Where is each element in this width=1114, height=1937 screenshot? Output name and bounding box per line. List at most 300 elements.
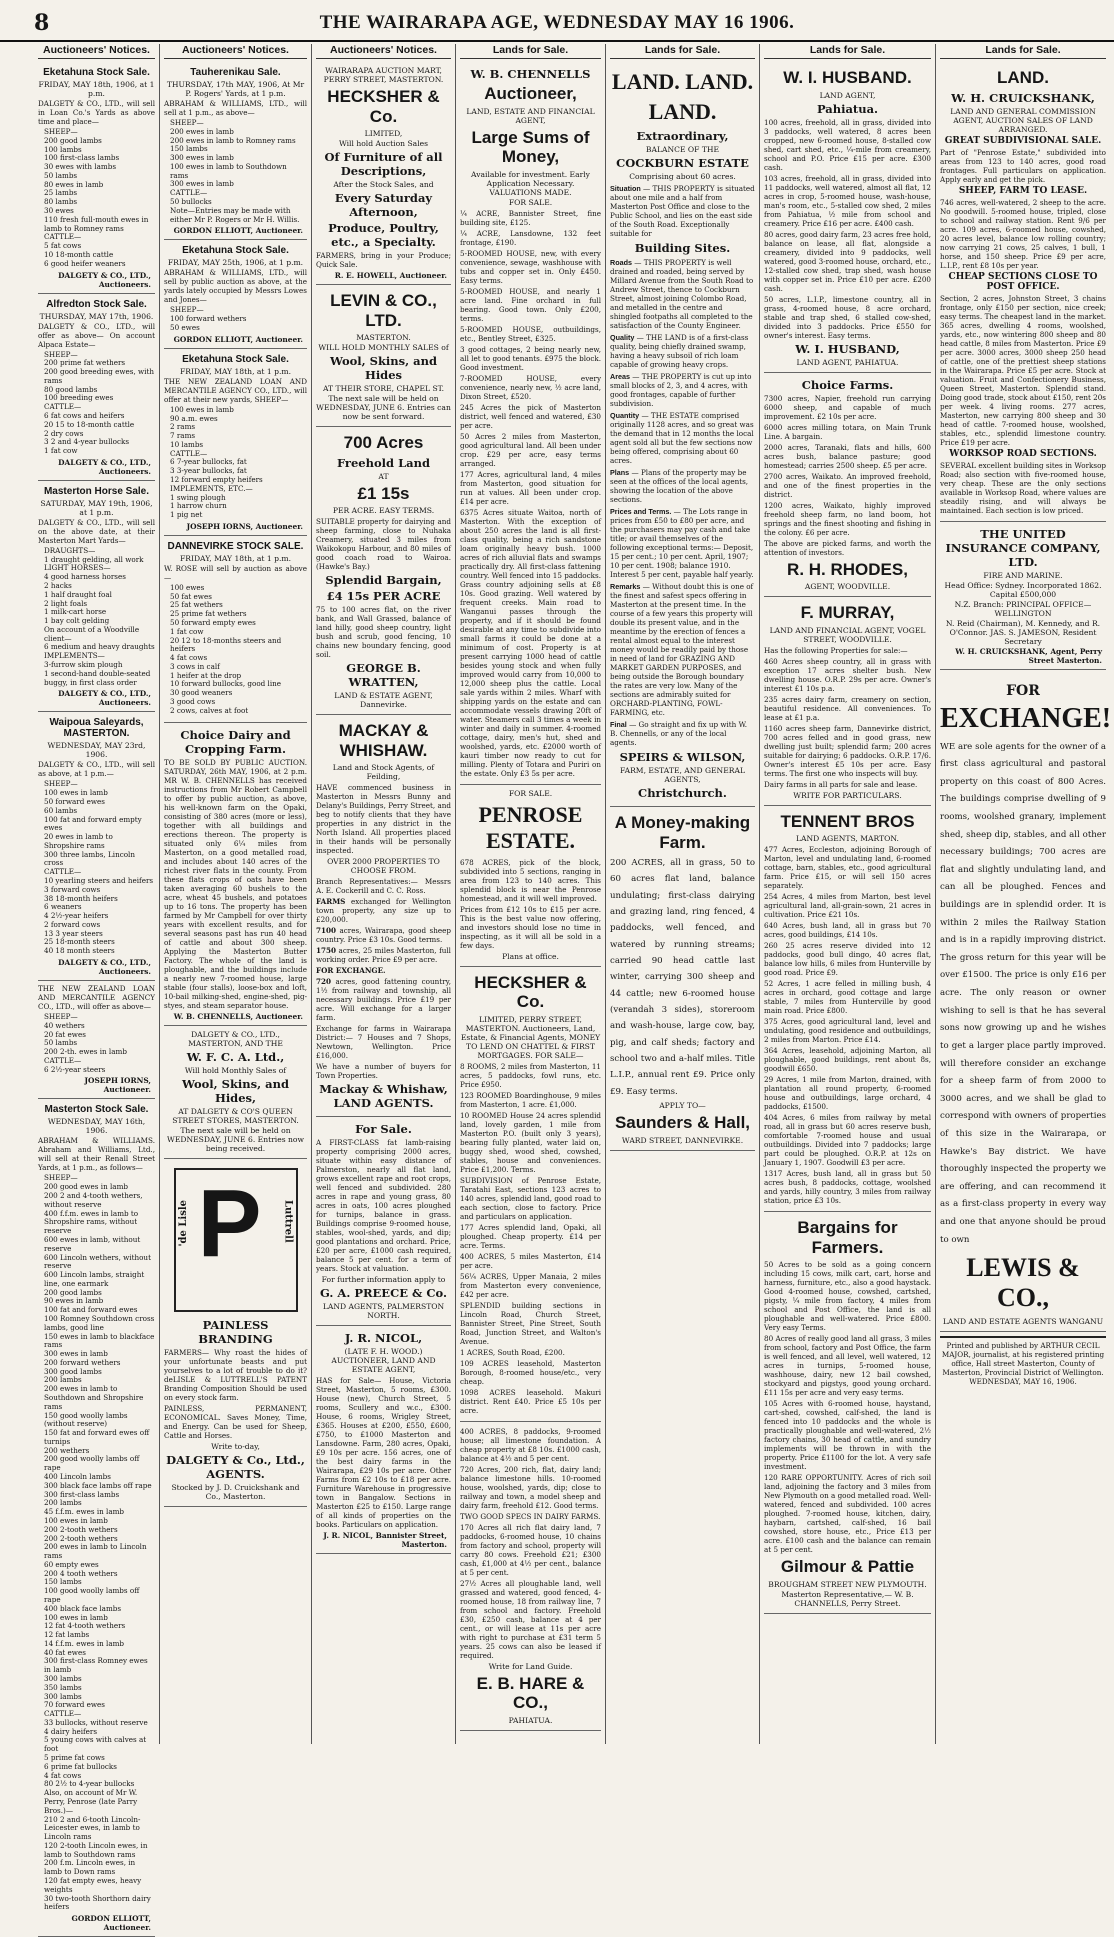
ad-title: Choice Farms. [801,377,894,392]
ad-text: PER ACRE. EASY TERMS. [332,506,435,516]
ad-title: 700 Acres [343,433,424,453]
ad-signature: DALGETY & CO., LTD., Auctioneers. [58,958,151,976]
ad-text: A FIRST-CLASS fat lamb-raising property comprising 2000 acres, situate within easy distance of Palmerston, nearly all flat land, grows excellent rape and root crops, well fenced and subdivided. 280 acres in rape and young grass, 80 acres in oats, 100 acres ploughed for turnips, balance in grass. Buildings comprise 9-roomed house, stables, wool-shed, yards, and dip; good plantations and orchard. Price, £20 per acre, £1000 cash required, balance 5 per cent. for a term of years. Stock at valuation. [316,1138,451,1274]
ad-title: EXCHANGE! [940,702,1112,734]
listing-item: 3 good cottages, 2 being nearly new, all let to good tenants. £975 the block. Good investment. [460,344,601,372]
areas-section: Areas — THE PROPERTY is cut up into small blocks of 2, 3, and 4 acres, with good frontages, capable of further subdivision. [610,372,752,408]
stock-item: 100 forward wethers [170,314,247,324]
section-text: Plans of the property may be seen at the offices of the local agents, showing the location of the above sections. [610,468,749,504]
ad-text: TO BE SOLD BY PUBLIC AUCTION. SATURDAY, 26th MAY, 1906, at 2 p.m. MR W. B. CHENNELLS has received instructions from Mr Robert Campbell to offer by public auction, as above, his well-known farm on the Opaki, consisting of 380 acres (more or less), together with all buildings and erections thereon. The property is situated only 6¼ miles from Masterton, on a good metalled road, and includes about 140 acres of the richest river flats in the county. From these flats crops of oats have been taken averaging 60 bushels to the acre, wheat 45 bushels, and potatoes up to 16 tons. The property has been farmed by Mr Campbell for over thirty years with excellent results, and for several seasons past has run 40 head of cattle and about 300 sheep. Applying the Masterton Butter Factory. The whole of the land is ploughable, and the buildings include a nearly new 7-roomed house, large stable (four stalls), loose-box and loft, 10-bail milking-shed, engine-shed, pig-styes, and steam separator house. [164,757,307,1010]
stock-item: SHEEP— [44,1173,78,1183]
stock-item: 50 ewes [170,322,200,332]
stock-item: 40 fat ewes [44,1647,86,1657]
stock-item: 5 young cows with calves at foot [44,1735,147,1754]
column-header: Auctioneers' Notices. [164,44,307,59]
stock-item: CATTLE— [44,232,82,242]
stock-item: 38 18-month heifers [44,893,118,903]
stock-item: 50 bullocks [170,197,212,207]
ad-title: A Money-making Farm. [614,813,751,852]
ad-title: LEVIN & CO., LTD. [330,291,437,330]
ad-text: WARD STREET, DANNEVIRKE. [621,1135,744,1145]
stock-list [44,780,155,956]
stock-item: SHEEP— [170,305,204,315]
stock-item: SHEEP— [44,1012,78,1021]
stock-list [44,547,155,688]
listing-number: 720 [316,977,332,987]
ad-title: HECKSHER & Co. [327,87,440,126]
stock-item: 100 fat and forward empty ewes [44,814,142,833]
ad-title: Eketahuna Stock Sale. [182,245,289,257]
ad-text: APPLY TO— [659,1101,706,1111]
ad-text: LAND & ESTATE AGENT, Dannevirke. [334,691,433,710]
ad-signature: Mackay & Whishaw, LAND AGENTS. [319,1082,448,1111]
ad-title: Waipoua Saleyards, MASTERTON. [49,717,144,740]
listing-item [316,1024,451,1060]
ad-text: ABRAHAM & WILLIAMS. Abraham and Williams, Ltd., will sell at their Renall Street Yards, at 1 p.m., as follows— [38,1136,155,1173]
ad-text: Branch Representatives:— Messrs A. E. Cockerill and C. C. Ross. [316,877,451,896]
stock-item: SHEEP— [44,349,78,359]
stock-item: 200 ewes in lamb to Lincoln rams [44,1542,147,1561]
stock-item: 100 good woolly lambs off rape [44,1586,140,1604]
stock-item: 200 2-th. ewes in lamb [44,1047,127,1057]
column-header: Lands for Sale. [940,44,1106,59]
ad-title: Large Sums of Money, [471,127,590,167]
stock-item: 6 medium and heavy draughts [44,642,155,652]
hecksher-land-ad [460,967,601,1422]
insurance-ad [940,522,1106,670]
section-label: Quality [610,333,635,342]
ad-title: LAND. LAND. [611,69,754,94]
listing-number: 7100 [316,926,337,936]
ad-text: FOR SALE. [508,197,553,207]
listing-item: 120 RARE OPPORTUNITY. Acres of rich soil land, adjoining the factory and 3 miles from New Plymouth on a good metalled road. Well-watered, fenced and subdivided. 100 acres ploughed. 7-roomed house, kitchen, dairy, haybarn, cartshed, calf-shed, 16 bail cowshed, store house, etc., Price £13 per acre. £100 cash and the balance can remain at 5 per cent. [764,1473,931,1555]
ad-signature: GORDON ELLIOTT, Auctioneer. [173,226,303,236]
stock-item: On account of a Woodville client— [44,624,140,643]
stock-item: 1 fat cow [44,446,78,456]
section-text: Without doubt this is one of the finest and safest specs offering in Masterton at the present time. In the course of a few years this property will double its present value, and in the meantime by the erection of fences a rental almost equal to the interest money would be readily paid by those in need of land for GRAZING AND MARKET GARDEN PURPOSES, and being outside the Borough boundary the rates are very low. Many of the sections are admirably suited for ORCHARD-PLANTING, FOWL-FARMING, etc. [610,582,754,717]
stock-item: 3 good cows [170,697,216,707]
stock-item: 5 fat cows [44,241,82,251]
stock-item: 1 bay colt gelding [44,616,110,626]
section-label: Situation [610,184,641,193]
ad-text: Stocked by J. D. Cruickshank and Co., Masterton. [171,1482,300,1501]
cockburn-ad [610,62,755,807]
column-header: Lands for Sale. [460,44,601,59]
ad-title: Pahiatua. [816,101,879,116]
ad-date: THURSDAY, 17th MAY, 1906, At Mr P. Rogers' Yards, at 1 p.m. [166,80,305,98]
ad-text: DALGETY & CO., LTD., will sell in Loan Co.'s Yards as above time and place— [38,99,155,126]
stock-sale-ad [164,62,307,240]
ad-text: ABRAHAM & WILLIAMS, LTD., will sell by public auction as above, at the yards lately occupied by Messrs Lowes and Jones— [164,268,307,305]
ad-title: Extraordinary, [636,129,729,143]
ad-text: ABRAHAM & WILLIAMS, LTD., will sell at 1 p.m., as above— [164,99,307,117]
cruickshank-ad [940,62,1106,522]
logo-right-text: Luttrell [282,1199,294,1243]
stock-item: 20 fat ewes [44,1029,86,1039]
quantity-section: Quantity — THE ESTATE comprised originally 1128 acres, and so great was the demand that in 12 months the local agent sold all but the few sections now being offered, comprising about 60 acres. [610,411,754,465]
section-label: Final [610,720,627,729]
ad-text: Write for Land Guide. [488,1661,573,1671]
stock-item: 4 fat cows [44,1770,82,1780]
ad-signature: GORDON ELLIOTT, Auctioneer. [71,1914,151,1933]
stock-item: 50 forward empty ewes [170,618,256,627]
ad-text: LAND AND FINANCIAL AGENT, VOGEL STREET, WOODVILLE. [769,625,926,644]
stock-item: SHEEP— [170,118,204,127]
stock-sale-ad [38,981,155,1099]
stock-item: 300 first-class lambs [44,1489,120,1499]
stock-sale-ad [164,349,307,536]
stock-item: 2 hacks [44,581,72,590]
listing-item: 103 acres, freehold, all in grass, divided into 11 paddocks, well watered, almost all flat, 12 acres in crop, 5-roomed house, wash-house, man's room, etc., 5-stalled cow shed, 2 miles from Pahiatua, ½ mile from school and creamery. Price £16 per acre. £400 cash. [764,173,931,228]
column-2 [160,44,312,1744]
stock-item: 300 lambs [44,1674,82,1683]
stock-item: CATTLE— [44,1055,82,1065]
stock-list [44,128,155,269]
stock-sale-ad [164,536,307,723]
stock-item: 70 forward ewes [44,1700,105,1710]
listing-text: acres, good fattening country, 1½ from railway and township, all necessary buildings. Price £19 per acre. Will exchange for a larger farm. [316,977,451,1023]
stock-item: 50 lambs [44,1038,78,1048]
section-text: Go straight and fix up with W. B. Chennells, or any of the local agents. [610,720,748,747]
stock-item: 2 rams [170,422,196,432]
husband-ad [764,62,931,373]
column-header: Lands for Sale. [610,44,755,59]
listing-item: 404 Acres, 6 miles from railway by metal road, all in grass but 60 acres reserve bush, comfortable 7-roomed house and usual outbuildings. Divided into 7 paddocks; large part could be ploughed. O.R.P. at 12s on January 1, 1907. Goodwill £3 per acre. [764,1113,931,1168]
stock-list [170,406,307,520]
stock-item: 100 breeding ewes [44,393,114,403]
ad-text: Available for investment. Early Application Necessary. VALUATIONS MADE. [471,169,590,197]
ad-title: SPEIRS & WILSON, [619,750,746,764]
ad-text: Plans at office. [502,951,559,961]
ad-text: W. ROSE will sell by auction as above— [164,563,307,582]
stock-item: 12 fat 4-tooth wethers [44,1621,126,1631]
ad-title: R. H. RHODES, [787,559,908,579]
choice-farm-ad [164,723,307,1026]
section-text: THE PROPERTY is cut up into small blocks of 2, 3, and 4 acres, with good frontages, capable of further subdivision. [610,372,752,408]
stock-item: 100 first-class lambs [44,153,120,163]
listing-item: 375 Acres, good agricultural land, level and undulating, good residence and outbuildings, 2 miles from Marton. Price £14. [764,1017,931,1045]
stock-item: 200 2-tooth wethers [44,1524,118,1534]
listing-item: 477 Acres, Eccleston, adjoining Borough of Marton, level and undulating land, 6-roomed cottage, barn, stables, etc., good agricultural farm. Price £15, or will sell 150 acres separately. [764,845,931,891]
stock-item: Note—Entries may be made with either Mr P. Rogers or Mr H. Willis. [170,205,300,224]
stock-item: 400 f.f.m. ewes in lamb to Shropshire rams, without reserve [44,1208,139,1236]
newspaper-title: THE WAIRARAPA AGE, WEDNESDAY MAY 16 1906. [319,12,795,33]
ad-title: HECKSHER & Co. [474,972,587,1012]
price: £4 15s PER ACRE [326,589,441,604]
stock-item: 300 lambs [44,1691,82,1701]
stock-item: 1 heifer at the drop [170,670,242,680]
stock-list [170,119,307,224]
ad-title: Auctioneer, [484,84,577,103]
listing-item: 29 Acres, 1 mile from Marton, drained, with plantation all round property, 6-roomed house and outbuildings, large orchard, 4 paddocks, £1500. [764,1075,931,1112]
column-header: Lands for Sale. [764,44,931,59]
ad-signature: J. R. NICOL, Bannister Street, Masterton. [323,1531,447,1550]
ad-title: Eketahuna Stock Sale. [182,353,289,365]
stock-item: 3 2 and 4-year bullocks [44,437,130,447]
listing-item: 2700 acres, Waikato. An improved freehold, and one of the finest properties in the district. [764,471,931,499]
listing-item: 50 Acres 2 miles from Masterton, good agricultural land. All been under crop. £29 per acre, easy terms arranged. [460,431,601,468]
ad-title: W. F. C. A. Ltd., [186,1049,285,1064]
stock-item: 100 ewes in lamb [44,788,108,798]
remarks-section: Remarks — Without doubt this is one of the finest and safest specs offering in Masterton at the present time. In the course of a few years this property will double its present value, and in the meantime by the erection of fences a rental almost equal to the interest money would be readily paid by those in need of land for GRAZING AND MARKET GARDEN PURPOSES, and being outside the Borough boundary the rates are very low. Many of the sections are admirably suited for ORCHARD-PLANTING, FOWL-FARMING, etc. [610,582,754,717]
column-3 [312,44,456,1744]
ad-text: The above are picked farms, and worth the attention of investors. [764,538,931,557]
ad-date: SATURDAY, MAY 19th, 1906, at 1 p.m. [40,498,153,517]
listing-item: 100 acres, freehold, all in grass, divided into 3 paddocks, well watered, 8 acres been cropped, new 6-roomed house, 8-stalled cow shed, cart shed, etc., ¼-mile from creamery, school and P.O. Price £15 per acre. £300 cash. [764,117,931,172]
stock-item: 30 good weaners [170,688,233,698]
ad-text: LIMITED, PERRY STREET, MASTERTON. Auctioneers, Land, Estate, & Financial Agents, MONEY TO LEND ON CHATTEL & FIRST MORTGAGES. FOR SALE— [460,1014,601,1060]
stock-item: 300 first-class Romney ewes in lamb [44,1656,148,1675]
stock-list [44,1013,155,1074]
ad-text: Land and Stock Agents, of Feilding, [332,763,435,782]
ad-signature: W. B. CHENNELLS, Auctioneer. [173,1011,303,1021]
column-7 [936,44,1110,1744]
ad-title: THE UNITED INSURANCE COMPANY, LTD. [945,526,1101,569]
stock-item: 50 lambs [44,170,78,180]
ad-text: FOR SALE. [508,788,553,798]
ad-text: After the Stock Sales, and [333,180,434,190]
chennells-ad [460,62,601,785]
ad-title: Choice Dairy and Cropping Farm. [180,727,291,756]
stock-item: 200 ewes in lamb to Southdown and Shropshire rams [44,1384,144,1411]
situation-section: Situation — THIS PROPERTY is situated about one mile and a half from Masterton Post Office and close to the Public School, and lies on the east side of the South Road. Exceptionally suitable for [610,184,755,238]
section-text: THIS PROPERTY is well drained and roaded, being served by Millard Avenue from the South Road to Andrew Street, thence to Cockburn Street, almost joining Colombo Road, and metalled in the centre and shingled footpaths all completed to the satisfaction of the County Engineer. [610,258,754,330]
column-6 [760,44,936,1744]
ad-signature: R. E. HOWELL, Auctioneer. [334,271,447,281]
stock-item: 150 fat and forward ewes off turnips [44,1428,150,1446]
listing-item: 720 Acres, 200 rich, flat, dairy land; balance limestone hills. 10-roomed house, woolshed, yards, dip; close to railway and town, a model sheep and dairy farm, freehold £12. Good terms. [460,1464,601,1510]
ad-text: LAND AND ESTATE AGENTS WANGANU [942,1317,1104,1327]
listing-item: 245 Acres the pick of Masterton district, well fenced and watered, £30 per acre. [460,402,601,430]
ad-signature: GORDON ELLIOTT, Auctioneer. [173,334,303,344]
listing-item: 640 Acres, bush land, all in grass but 70 acres, good buildings, £14 10s. [764,921,931,940]
section-text: THIS PROPERTY is situated about one mile and a half from Masterton Post Office and close to the Public School, and lies on the east side of the South Road. Exceptionally suitable for [610,184,755,238]
tennent-ad [764,806,931,1213]
stock-item: 6 fat cows and heifers [44,410,125,420]
stock-item: 120 fat empty ewes, heavy weights [44,1875,142,1894]
stock-item: 300 three lambs, Lincoln cross [44,849,135,868]
stock-item: 20 ewes in lamb to Shropshire rams [44,832,113,850]
stock-item: 100 Romney Southdown cross lambs, good line [44,1313,155,1332]
stock-item: 6 prime fat bullocks [44,1761,117,1771]
ad-text: The next sale will be held on WEDNESDAY, JUNE 6. Entries can now be sent forward. [316,394,451,422]
listing-item: 364 Acres, leasehold, adjoining Marton, all ploughable, good buildings, rent about 8s, goodwill £650. [764,1046,931,1074]
stock-item: 14 f.f.m. ewes in lamb [44,1638,125,1648]
ad-text: Write to-day, [211,1441,260,1451]
listing-item: 1098 ACRES leasehold. Makuri district. Rent £40. Price £5 10s per acre. [460,1387,601,1415]
column-header: Auctioneers' Notices. [316,44,451,59]
ad-title: Freehold Land [336,455,431,470]
ad-text: DALGETY & CO., LTD., MASTERTON, AND THE [188,1029,283,1048]
listing-item: SUBDIVISION of Penrose Estate, Taratahi East, sections 123 acres to 140 acres, splendid land, good road to each section, close to factory. Price and particulars on application. [460,1175,601,1221]
stock-item: 90 a.m. ewes [170,413,218,423]
stock-item: 40 18 month steers [44,946,115,956]
imprint: Printed and published by ARTHUR CECIL MAJOR, journalist, at his registered printing office, Hall street Masterton, County of Masterton, Provincial District of Wellington. WEDNESDAY, MAY 16, 1906. [940,1336,1106,1386]
ad-title: G. A. PREECE & Co. [319,1286,448,1301]
ad-text: LAND AGENT, PAHIATUA. [796,357,899,367]
ad-title: CHEAP SECTIONS CLOSE TO POST OFFICE. [948,271,1098,292]
ad-title: MACKAY & WHISHAW. [338,721,429,760]
stock-item: 300 ewes in lamb [170,179,234,189]
quality-section: Quality — THE LAND is of a first-class quality, being chiefly drained swamp, having a heavy subsoil of rich loam capable of growing heavy crops. [610,333,749,369]
stock-item: 3 3-year bullocks, fat [170,466,247,476]
stock-item: 600 Lincoln wethers, without reserve [44,1252,151,1271]
ad-text: LAND, ESTATE AND FINANCIAL AGENT, [466,106,595,125]
stock-item: 1 fat cow [170,626,204,636]
stock-item: 1 half draught foal [44,589,112,599]
ad-title: Masterton Stock Sale. [44,1104,149,1116]
stock-list [170,584,307,716]
ad-text: FARMERS, bring in your Produce; Quick Sale. [316,251,451,270]
ad-signature: JOSEPH IORNS, Auctioneer. [84,1076,151,1095]
stock-item: 60 empty ewes [44,1559,99,1569]
stock-item: 3-furrow skim plough [44,660,123,670]
listing-item: 7-ROOMED HOUSE, every convenience, nearly new, ½ acre land, Dixon Street, £520. [460,373,601,401]
ad-text: FARM, ESTATE, AND GENERAL AGENTS, [620,766,745,784]
listing-item: TWO GOOD SPECS IN DAIRY FARMS. [460,1511,601,1521]
exchange-ad [940,670,1112,1333]
roads-section: Roads — THIS PROPERTY is well drained and roaded, being served by Millard Avenue from the South Road to Andrew Street, thence to Cockburn Street, almost joining Colombo Road, and metalled in the centre and shingled footpaths all completed to the satisfaction of the County Engineer. [610,258,754,330]
listing-item: ¼ ACRE, Lansdowne, 132 feet frontage, £190. [460,228,601,247]
stock-item: SHEEP— [44,779,78,789]
listing-item [316,897,451,924]
listing-item: 123 ROOMED Boardinghouse, 9 miles from Masterton, 1 acre. £1,000. [460,1090,601,1109]
stock-sale-ad [38,712,155,981]
section-label: Quantity [610,411,640,420]
stock-sale-ad [38,1099,155,1937]
stock-item: 200 good lambs [44,135,102,145]
stock-item: 200 lambs [44,1498,82,1508]
logo-letter: P [197,1169,262,1277]
stock-item: 40 wethers [44,1020,85,1030]
stock-item: DRAUGHTS— [44,545,96,555]
ad-title: Wool, Skins, and Hides, [181,1076,290,1105]
hare-ad [460,1422,601,1731]
stock-item: 10 forward bullocks, good line [170,679,282,689]
listing-item: 254 Acres, 4 miles from Marton, best level agricultural land, all-grain-sown, 21 acres in cultivation. Price £21 10s. [764,892,931,920]
listing-item: 460 Acres sheep country, all in grass with exception 17 acres shelter bush. New dwelling house. O.R.P. 29s per acre. Owner's interest £1 10s p.a. [764,656,931,693]
page-number: 8 [34,10,50,36]
stock-item: 100 fat and forward ewes [44,1305,138,1315]
stock-item: CATTLE— [170,448,208,458]
ad-text: BALANCE OF THE [645,145,720,154]
stock-item: 12 forward empty heifers [170,474,263,484]
ad-text: SUITABLE property for dairying and sheep farming, close to Nuhaka Creamery, situated 3 miles from Waikokopu Harbour, and 80 miles of good coach road to Wairoa. (Hawke's Bay.) [316,517,451,572]
ad-text: (LATE F. H. WOOD.) AUCTIONEER, LAND AND ESTATE AGENT, [331,1347,436,1375]
ad-title: J. R. NICOL, [344,1331,423,1346]
listing-item: 56¼ ACRES, Upper Manaia, 2 miles from Masterton every convenience, £42 per acre. [460,1271,601,1299]
ad-text: LAND AND GENERAL COMMISSION AGENT, AUCTION SALES OF LAND ARRANGED. [950,106,1096,134]
ad-title: Alfredton Stock Sale. [46,298,147,310]
listing-text: exchanged for Wellington town property, any size up to £20,000. [316,897,451,925]
ad-text: Will hold Monthly Sales of [184,1065,287,1075]
branding-logo [174,1168,298,1312]
ad-text: WAIRARAPA AUCTION MART, PERRY STREET, MASTERTON. [323,66,444,84]
ad-title: W. I. HUSBAND. [783,68,912,87]
section-label: Remarks [610,582,641,591]
listing-item: 52 Acres, 1 acre felled in milling bush, 4 acres in orchard, good cottage and large stable, 7 miles from Hunterville by good main road. Price £800. [764,979,931,1016]
ad-date: FRIDAY, MAY 18th, 1906, at 1 p.m. [38,80,155,98]
stock-item: 2 cows, calves at foot [170,705,249,715]
ad-title: PAINLESS BRANDING [198,1317,273,1346]
section-text: THE LAND is of a first-class quality, being chiefly drained swamp, having a heavy subsoil of rich loam capable of growing heavy crops. [610,333,749,369]
penrose-ad [460,785,601,967]
ad-title: Every Saturday Afternoon, [334,191,433,220]
stock-item: 300 good lambs [44,1366,102,1376]
stock-item: 6 good heifer weaners [44,258,126,268]
stock-item: SHEEP— [44,127,78,136]
listing-item [316,926,451,944]
stock-item: 200 forward wethers [44,1357,121,1367]
listing-item: 1 ACRES, South Road, £200. [460,1347,565,1357]
stock-item: 600 Lincoln lambs, straight line, one earmark [44,1270,145,1288]
stock-item: 90 ewes in lamb [44,1296,104,1306]
ad-title: Saunders & Hall, [614,1113,751,1133]
ad-title: GEORGE B. WRATTEN, [346,661,421,690]
stock-item: 80 lambs [44,197,78,207]
listing-item: 8 ROOMS, 2 miles from Masterton, 11 acres, 5 paddocks, fowl runs, etc. Price £950. [460,1061,601,1089]
stock-item: 7 rams [170,431,196,441]
ad-title: Building Sites. [634,241,731,255]
stock-sale-ad [38,481,155,713]
listing-item: 235 acres dairy farm, creamery on section, beautiful residence. All conveniences. To lease at £1 p.a. [764,694,931,722]
stock-item: 3 cows in calf [170,661,220,671]
stock-item: 300 ewes in lamb [44,1349,108,1359]
stock-item: 33 bullocks, without reserve [44,1717,148,1727]
stock-item: 200 2 and 4-tooth wethers, without reserve [44,1191,143,1209]
stock-item: 6 2½-year steers [44,1064,106,1074]
stock-item: 100 ewes in lamb [44,1612,108,1622]
price: £1 15s [357,483,410,503]
logo-left-text: 'de Lisle [177,1199,189,1247]
stock-item: 2 light foals [44,598,88,608]
stock-item: 30 ewes with lambs [44,162,117,172]
section-text: The Lots range in prices from £50 to £80 per acre, and the purchasers may pay cash and take title; or avail themselves of the following exceptional terms:— Deposit, 15 per cent.; 10 per cent. April, 1907; 10 per cent. 1908; balance 1910. Interest 5 per cent, payable half yearly. [610,507,754,579]
ad-text: AT [378,471,389,481]
ad-text: Section, 2 acres, Johnston Street, 3 chains frontage, only £150 per section, nice creek; easy terms. The cheapest land in the market. 365 acres, dwelling 4 rooms, woolshed, yards, etc., now wintering 800 sheep and 80 head cattle, 8 miles from Masterton. Price £9 per acre. 3000 acres, 3000 sheep 250 head of cattle, one of the prettiest sheep stations in the Wairarapa. Price £5 per acre. Stock at valuation. Fruit and Confectionery Business, Queen Street, Masterton. Splendid stand. Doing good trade, stock about £150, rent 20s per week. 4 living rooms. 277 acres, Masterton, new carrying 800 sheep and 30 head of cattle. 7-roomed house, woolshed, stables, etc., splendid limestone country. Price £19 per acre. [940,293,1106,447]
stock-item: 6 7-year bullocks, fat [170,457,247,467]
stock-item: 200 f.m. Lincoln ewes, in lamb to Down rams [44,1858,136,1877]
listing-item: 50 acres, L.I.P., limestone country, all in grass, 4-roomed house, 8 acre orchard, stable and trap shed, 6 stalled cow-shed, divided into 3 paddocks. Price £550 for owner's interest. Easy terms. [764,294,931,340]
ad-title: DALGETY & Co., Ltd., AGENTS. [166,1452,305,1481]
stock-item: 13 3 year steers [44,928,103,938]
wool-sales-ad [164,1026,307,1159]
column-header: Auctioneers' Notices. [38,44,155,59]
ad-text: LAND AGENTS, MARTON. [796,834,899,844]
stock-item: 45 f.f.m. ewes in lamb [44,1507,125,1517]
ad-text: BROUGHAM STREET NEW PLYMOUTH. [768,1579,927,1589]
listing-item: 5-ROOMED HOUSE, and nearly 1 acre land. Fine orchard in full bearing. Good town. Only £200, terms. [460,286,601,323]
ad-date: WEDNESDAY, MAY 23rd, 1906. [47,741,146,760]
stock-item: 150 lambs [44,1577,82,1587]
stock-item: 10 yearling steers and heifers [44,875,154,885]
listing-item [316,946,451,964]
listing-number: FOR EXCHANGE. [316,966,386,976]
stock-item: 200 lambs [44,1375,82,1385]
ad-title: Gilmour & Pattie [780,1557,915,1577]
ad-text: AGENT, WOODVILLE. [804,582,891,592]
stock-item: 200 good ewes in lamb [44,1182,128,1192]
ad-text: DALGETY & CO., LTD., will sell as above, at 1 p.m.— [38,760,155,779]
listing-item: 6375 Acres situate Waitoa, north of Masterton. With the exception of about 250 acres the land is all first-class quality, being a rich sandstone loam originally heavy bush. 1000 acres of rich alluvial flats and swamps practically dry. All first-class fattening country. Well fenced into 15 paddocks. Grass country adjoining sells at £8 10s. Good grazing. Well watered by frequent creeks. Main road to Wanganui passes through the property, and if it should be found desirable at any time to subdivide into small farms it could be done at a minimum of cost. Property is at present carrying 1000 head of cattle besides young stock and when fully improved would carry from 10,000 to 12,000 sheep plus the cattle. Local sale yards within 2 miles. Wharf with shipping yards on the estate and can accommodate vessels drawing 20ft of water. Steamers call 3 times a week in winter and daily in summer. 4-roomed cottage, dairy, men's hut, shed and woolshed, yards, etc. £2000 worth of kauri timber now ready to cut for milling. Plenty of Totara and Puriri on the estate. Only £3 5s per acre. [460,507,601,778]
ad-text: FIRE AND MARINE. [983,570,1063,580]
stock-item: 150 ewes in lamb to blackface rams [44,1331,155,1350]
ad-text: Has the following Properties for sale:— [764,645,908,655]
stock-item: 1 pig net [170,510,203,520]
ad-text: We have a number of buyers for Town Properties. [316,1062,451,1081]
ad-date: FRIDAY, MAY 25th, 1906, at 1 p.m. [167,258,304,268]
listing-item: 1160 acres sheep farm, Dannevirke district, 700 acres felled and in good grass, new dwelling just built; splendid farm; 200 acres suitable for dairying; 6 paddocks. O.R.P. 17/6. Owner's interest £5 10s per acre. Easy terms. The first one who inspects will buy. [764,723,931,778]
